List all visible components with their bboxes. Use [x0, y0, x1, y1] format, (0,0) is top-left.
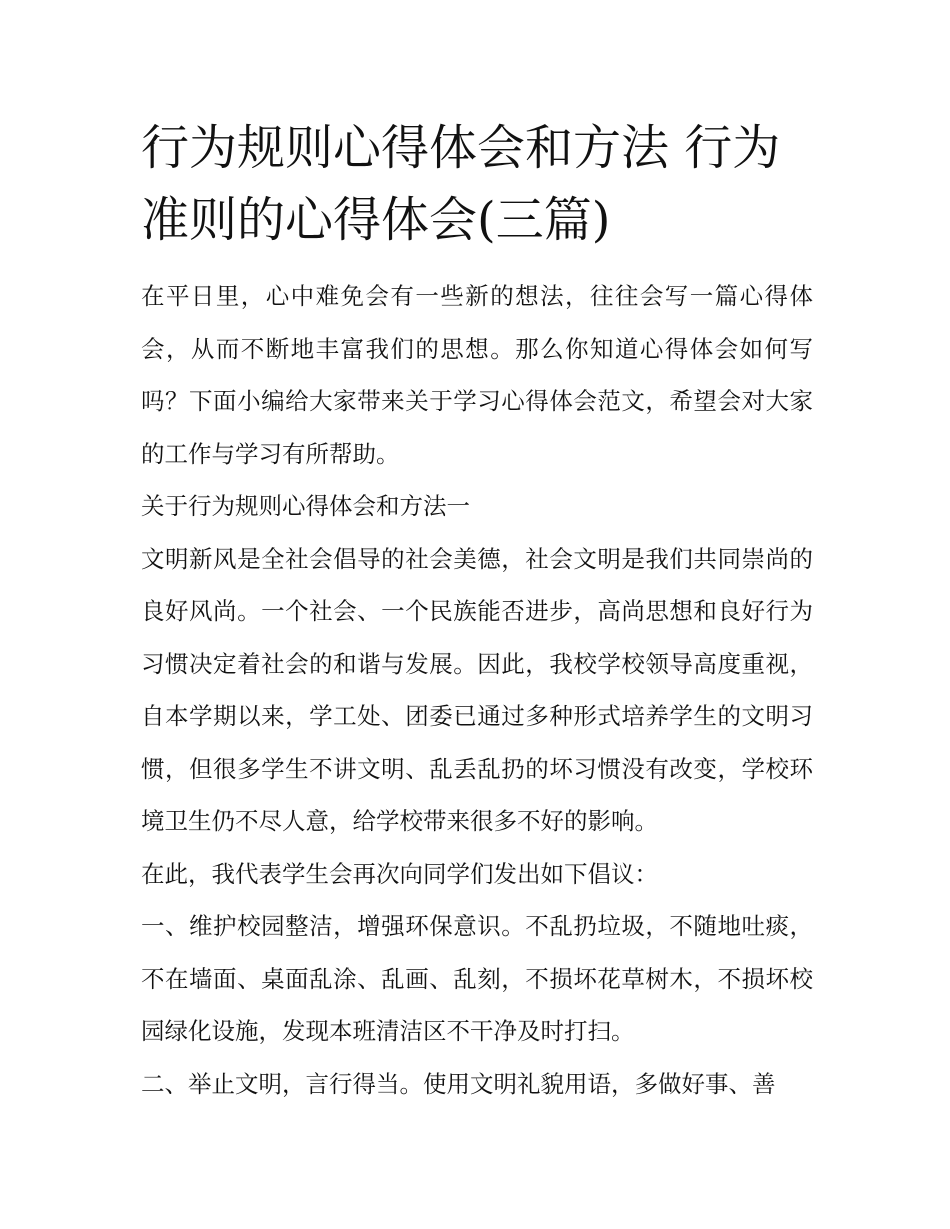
document-body: [141, 270, 813, 1110]
paragraph-item-1: 一、维护校园整洁，增强环保意识。不乱扔垃圾，不随地吐痰，不在墙面、桌面乱涂、乱画、乱刻，不损坏花草树木，不损坏校园绿化设施，发现本班清洁区不干净及时打扫。: [141, 912, 813, 1045]
paragraph-intro: 在平日里，心中难免会有一些新的想法，往往会写一篇心得体会，从而不断地丰富我们的思想。那么你知道心得体会如何写吗？下面小编给大家带来关于学习心得体会范文，希望会对大家的工作与学习有所帮助。: [141, 282, 813, 468]
paragraph-proposal-intro: 在此，我代表学生会再次向同学们发出如下倡议：: [141, 859, 658, 888]
paragraph-body: 文明新风是全社会倡导的社会美德，社会文明是我们共同崇尚的良好风尚。一个社会、一个民族能否进步，高尚思想和良好行为习惯决定着社会的和谐与发展。因此，我校学校领导高度重视，自本学期以来，学工处、团委已通过多种形式培养学生的文明习惯，但很多学生不讲文明、乱丢乱扔的坏习惯没有改变，学校环境卫生仍不尽人意，给学校带来很多不好的影响。: [141, 544, 813, 835]
document-title: 行为规则心得体会和方法 行为准则的心得体会(三篇): [141, 120, 781, 248]
paragraph-item-2: 二、举止文明，言行得当。使用文明礼貌用语，多做好事、善: [141, 1069, 776, 1098]
section-heading: 关于行为规则心得体会和方法一: [141, 492, 470, 520]
document-page: [141, 112, 813, 1110]
